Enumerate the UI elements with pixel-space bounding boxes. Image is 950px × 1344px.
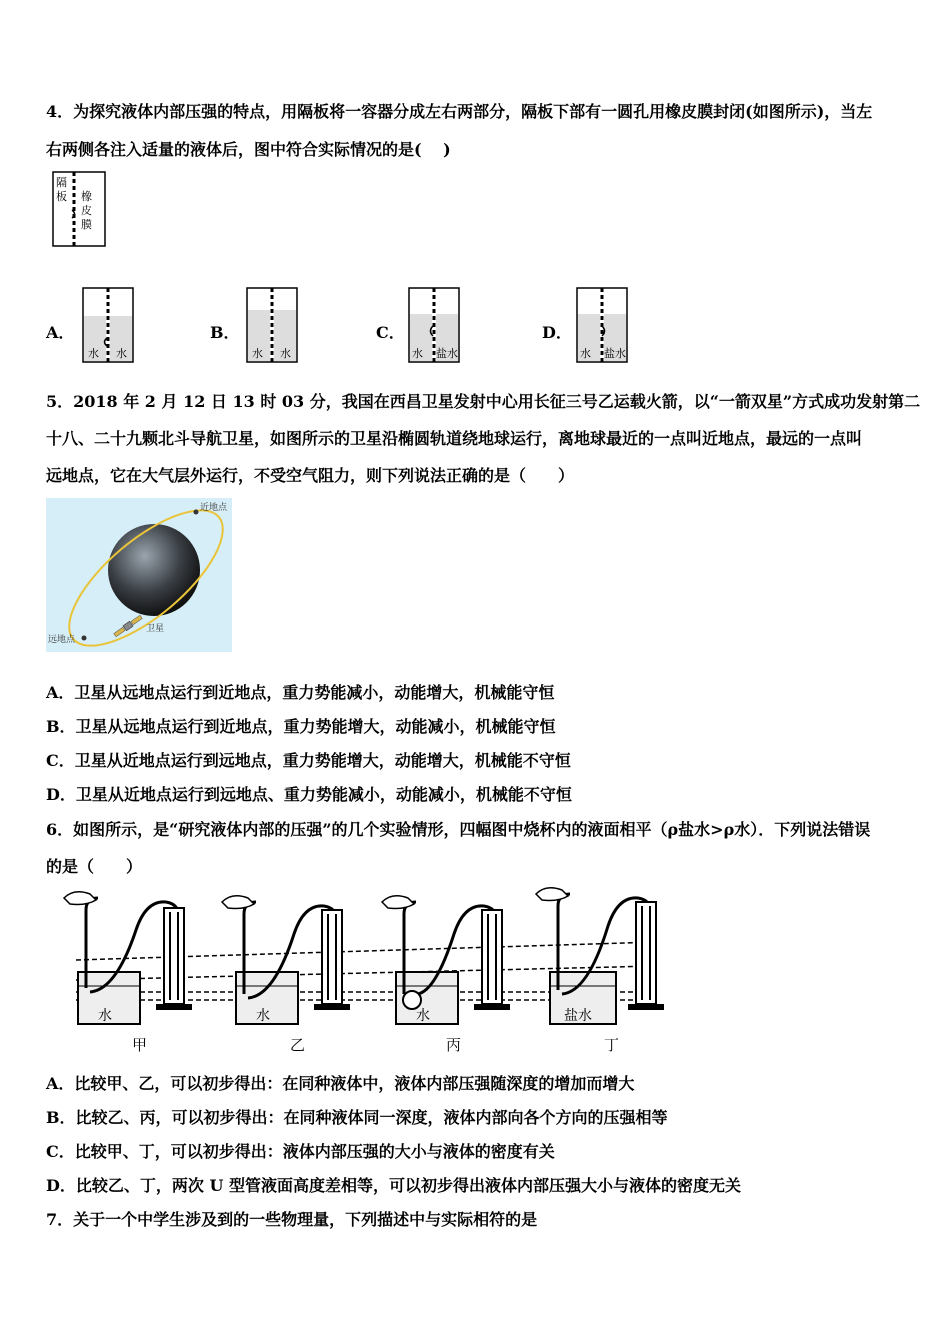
perigee-label: 近地点 [200,503,228,513]
q4-membrane-label-2: 皮 [81,204,92,217]
q5-option-c[interactable]: C．卫星从近地点运行到远地点，重力势能增大，动能增大，机械能不守恒 [46,751,571,770]
setup-bing [382,896,510,1024]
q4-b-right-liquid: 水 [280,347,291,360]
q6-option-b[interactable]: B．比较乙、丙，可以初步得出：在同种液体同一深度，液体内部向各个方向的压强相等 [46,1108,668,1127]
q4-partition-label-2: 板 [56,190,67,203]
caption-ding: 丁 [604,1036,620,1054]
q4-option-d-label[interactable]: D． [542,323,572,342]
q7-text-line1: 7．关于一个中学生涉及到的一些物理量，下列描述中与实际相符的是 [46,1210,538,1229]
q4-partition-label-1: 隔 [56,176,67,189]
apogee-label: 远地点 [48,635,76,645]
apogee-point [82,636,87,641]
q4-a-right-liquid: 水 [116,347,127,360]
q4-option-a-label[interactable]: A． [46,323,75,342]
q4-c-right-liquid: 盐水 [436,347,458,360]
beaker-ding-liquid: 盐水 [564,1008,592,1024]
setup-ding [536,888,664,1024]
q4-d-left-liquid: 水 [580,347,591,360]
setup-yi [222,896,350,1024]
hand-icon [536,888,568,901]
q4-container-figure [50,170,110,250]
q6-option-c[interactable]: C．比较甲、丁，可以初步得出：液体内部压强的大小与液体的密度有关 [46,1142,555,1161]
q6-text-line2: 的是（ ） [46,857,143,876]
q5-text-line2: 十八、二十九颗北斗导航卫星，如图所示的卫星沿椭圆轨道绕地球运行，离地球最近的一点叫近地点，最远的一点叫 [46,429,863,448]
perigee-point [194,510,199,515]
q4-c-left-liquid: 水 [412,347,423,360]
q6-option-d[interactable]: D．比较乙、丁，两次 U 型管液面高度差相等，可以初步得出液体内部压强大小与液体的密度无关 [46,1176,741,1195]
caption-bing: 丙 [446,1036,462,1054]
q4-option-b-figure [244,286,300,364]
hand-icon [382,896,414,909]
q5-option-b[interactable]: B．卫星从远地点运行到近地点，重力势能增大，动能减小，机械能守恒 [46,717,556,736]
q4-option-a-figure [80,286,136,364]
q4-option-c-label[interactable]: C． [376,323,405,342]
q4-d-right-liquid: 盐水 [604,347,626,360]
caption-jia: 甲 [132,1036,148,1054]
q5-text-line3: 远地点，它在大气层外运行，不受空气阻力，则下列说法正确的是（ ） [46,466,575,485]
q4-membrane-label-3: 膜 [81,218,92,231]
q4-b-left-liquid: 水 [252,347,263,360]
q4-option-d-figure [574,286,630,364]
q5-text-line1: 5．2018 年 2 月 12 日 13 时 03 分，我国在西昌卫星发射中心用长征三号乙运载火箭，以“一箭双星”方式成功发射第二 [46,392,921,411]
beaker-yi-liquid: 水 [256,1008,270,1024]
q4-membrane-label-1: 橡 [81,190,92,203]
hand-icon [64,892,96,905]
hand-icon [222,896,254,909]
q4-a-left-liquid: 水 [88,347,99,360]
satellite-label: 卫星 [146,624,165,634]
earth-globe [108,524,200,616]
q5-option-a[interactable]: A．卫星从远地点运行到近地点，重力势能减小，动能增大，机械能守恒 [46,683,555,702]
q4-text-line2: 右两侧各注入适量的液体后，图中符合实际情况的是( ) [46,140,451,159]
beaker-jia-liquid: 水 [98,1008,112,1024]
caption-yi: 乙 [290,1036,306,1054]
q4-option-b-label[interactable]: B． [210,323,240,342]
q6-experiment-figure [46,880,666,1058]
q5-option-d[interactable]: D．卫星从近地点运行到远地点、重力势能减小，动能减小，机械能不守恒 [46,785,572,804]
beaker-bing-liquid: 水 [416,1008,430,1024]
q6-option-a[interactable]: A．比较甲、乙，可以初步得出：在同种液体中，液体内部压强随深度的增加而增大 [46,1074,635,1093]
q5-satellite-orbit-figure [46,498,232,652]
q4-option-c-figure [406,286,462,364]
q6-text-line1: 6．如图所示，是“研究液体内部的压强”的几个实验情形，四幅图中烧杯内的液面相平（ρ盐水>ρ水）．下列说法错误 [46,820,871,839]
q4-text-line1: 4．为探究液体内部压强的特点，用隔板将一容器分成左右两部分，隔板下部有一圆孔用橡皮膜封闭(如图所示)，当左 [46,102,873,121]
